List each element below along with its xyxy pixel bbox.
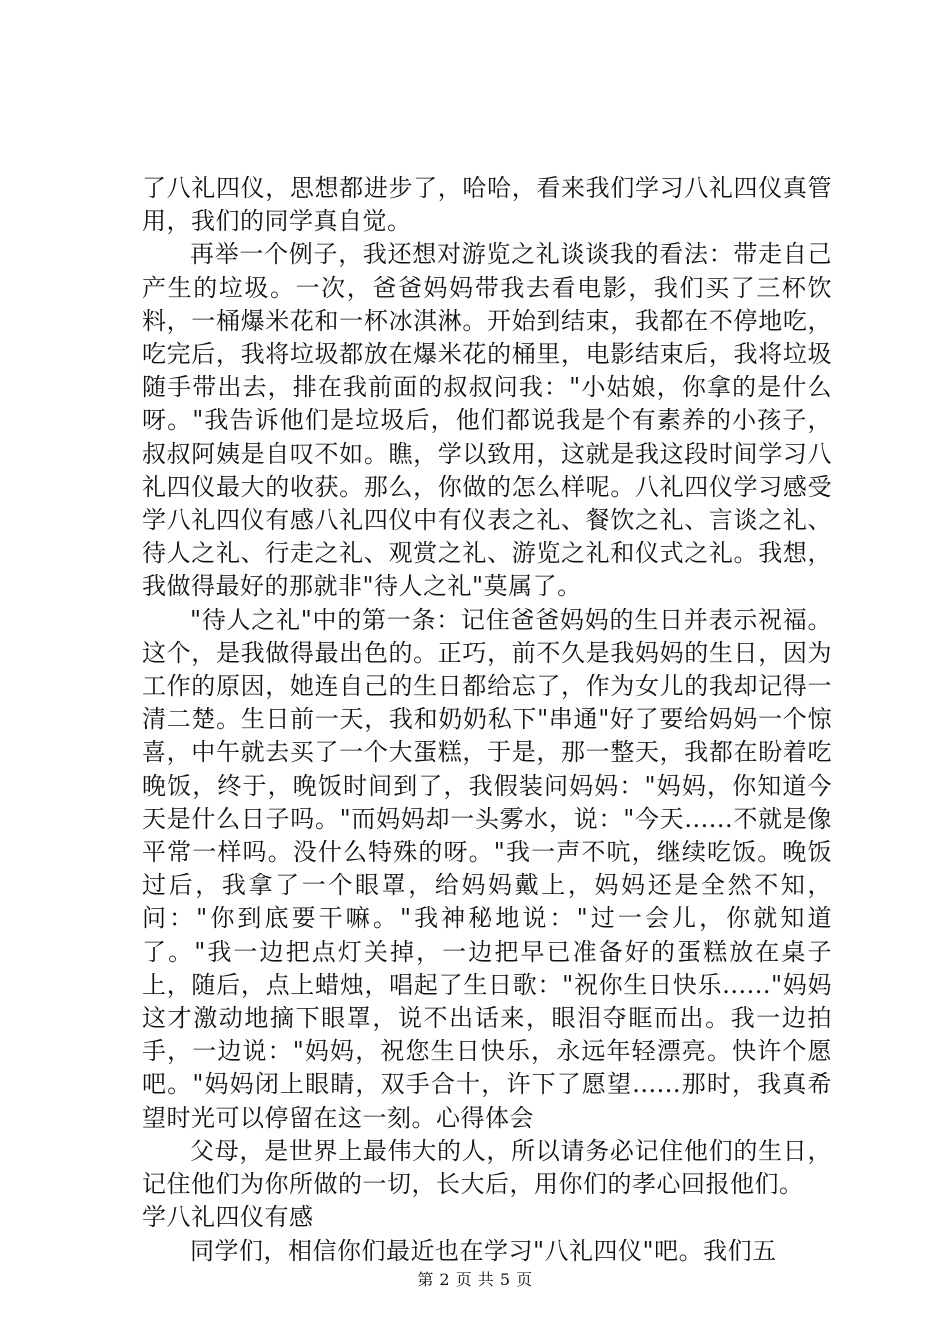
section-heading: 学八礼四仪有感 — [142, 1203, 314, 1232]
paragraph-tour-etiquette: 再举一个例子，我还想对游览之礼谈谈我的看法：带走自己产生的垃圾。一次，爸爸妈妈带我去看电影，我们买了三杯饮料，一桶爆米花和一杯冰淇淋。开始到结束，我都在不停地吃，吃完后，我将垃圾都放在爆米花的桶里，电影结束后，我将垃圾随手带出去，排在我前面的叔叔问我："小姑娘，你拿的是什么呀。"我告诉他们是垃圾后，他们都说我是个有素养的小孩子，叔叔阿姨是自叹不如。瞧，学以致用，这就是我这段时间学习八礼四仪最大的收获。那么，你做的怎么样呢。八礼四仪学习感受学八礼四仪有感八礼四仪中有仪表之礼、餐饮之礼、言谈之礼、待人之礼、行走之礼、观赏之礼、游览之礼和仪式之礼。我想，我做得最好的那就非"待人之礼"莫属了。 — [142, 240, 832, 601]
paragraph-classmates: 同学们，相信你们最近也在学习"八礼四仪"吧。我们五 — [190, 1236, 777, 1265]
page-number-footer: 第 2 页 共 5 页 — [417, 1270, 533, 1289]
paragraph-birthday-story: "待人之礼"中的第一条：记住爸爸妈妈的生日并表示祝福。这个，是我做得最出色的。正巧，前不久是我妈妈的生日，因为工作的原因，她连自己的生日都给忘了，作为女儿的我却记得一清二楚。生日前一天，我和奶奶私下"串通"好了要给妈妈一个惊喜，中午就去买了一个大蛋糕，于是，那一整天，我都在盼着吃晚饭，终于，晚饭时间到了，我假装问妈妈："妈妈，你知道今天是什么日子吗。"而妈妈却一头雾水，说："今天......不就是像平常一样吗。没什么特殊的呀。"我一声不吭，继续吃饭。晚饭过后，我拿了一个眼罩，给妈妈戴上，妈妈还是全然不知，问："你到底要干嘛。"我神秘地说："过一会儿，你就知道了。"我一边把点灯关掉，一边把早已准备好的蛋糕放在桌子上，随后，点上蜡烛，唱起了生日歌："祝你生日快乐......"妈妈这才激动地摘下眼罩，说不出话来，眼泪夺眶而出。我一边拍手，一边说："妈妈，祝您生日快乐，永远年轻漂亮。快许个愿吧。"妈妈闭上眼睛，双手合十，许下了愿望......那时，我真希望时光可以停留在这一刻。心得体会 — [142, 605, 832, 1132]
paragraph-parents: 父母，是世界上最伟大的人，所以请务必记住他们的生日，记住他们为你所做的一切，长大后，用你们的孝心回报他们。 — [142, 1136, 832, 1199]
paragraph-continuation: 了八礼四仪，思想都进步了，哈哈，看来我们学习八礼四仪真管用，我们的同学真自觉。 — [142, 174, 832, 236]
document-body — [142, 172, 832, 1268]
